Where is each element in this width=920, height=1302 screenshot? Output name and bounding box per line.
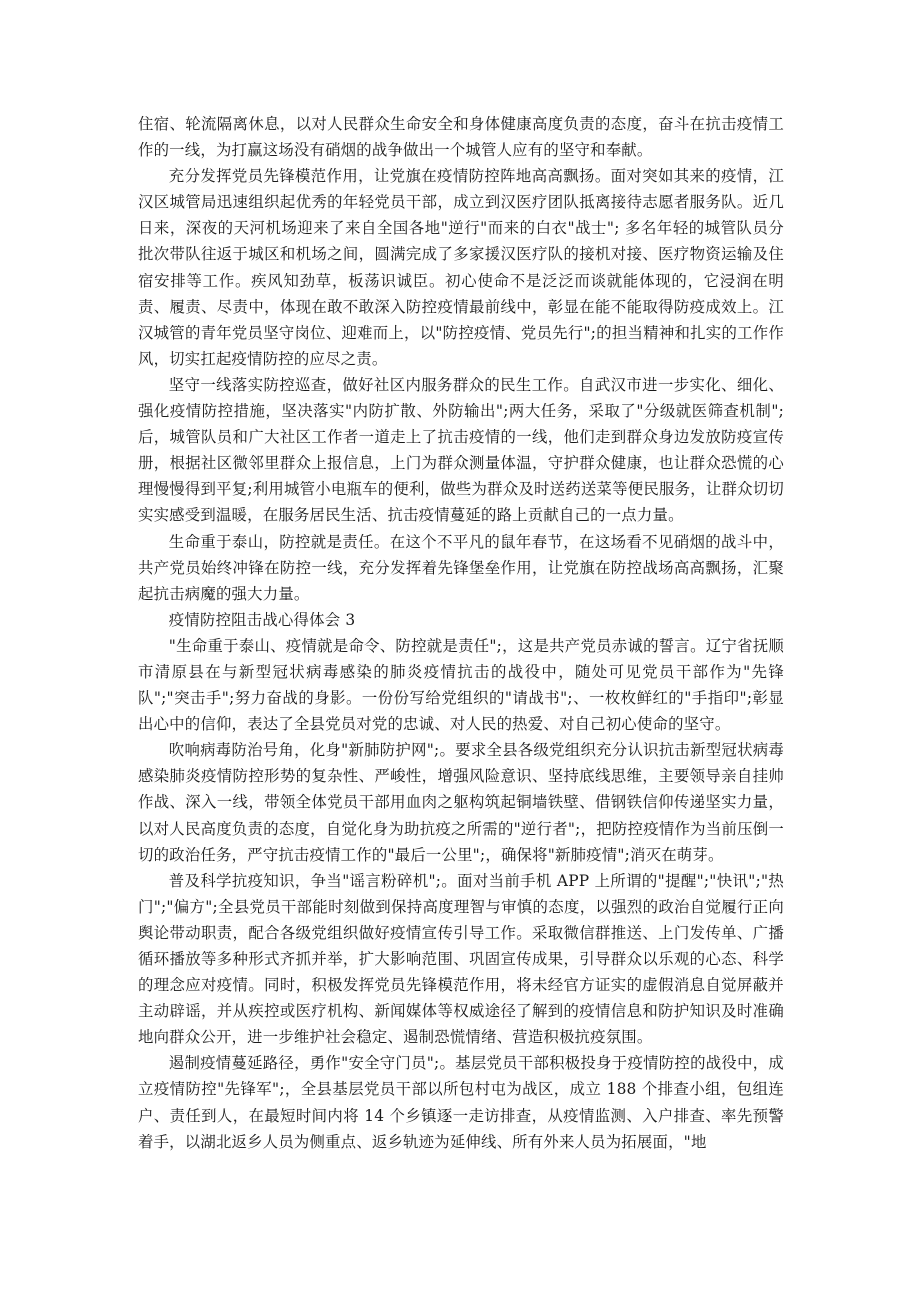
paragraph-8: 遏制疫情蔓延路径，勇作"安全守门员";。基层党员干部积极投身于疫情防控的战役中，成立疫情防控"先锋军";，全县基层党员干部以所包村屯为战区，成立 188 个排查小组，包组连户、责任到人，在最短时间内将 14 个乡镇逐一走访排查，从疫情监测、入户排查、率先预警着手，以湖北返乡人员为侧重点、返乡轨迹为延伸线、所有外来人员为拓展面，"地 (138, 1054, 784, 1151)
paragraph-1: 住宿、轮流隔离休息，以对人民群众生命安全和身体健康高度负责的态度，奋斗在抗击疫情工作的一线，为打赢这场没有硝烟的战争做出一个城管人应有的坚守和奉献。 (138, 115, 784, 160)
paragraph-6: 吹响病毒防治号角，化身"新肺防护网";。要求全县各级党组织充分认识抗击新型冠状病毒感染肺炎疫情防控形势的复杂性、严峻性，增强风险意识、坚持底线思维，主要领导亲自挂帅作战、深入一线，带领全体党员干部用血肉之躯构筑起铜墙铁壁、借钢铁信仰传递坚实力量，以对人民高度负责的态度，自觉化身为助抗疫之所需的"逆行者";，把防控疫情作为当前压倒一切的政治任务，严守抗击疫情工作的"最后一公里";，确保将"新肺疫情";消灭在萌芽。 (138, 741, 784, 864)
paragraph-2: 充分发挥党员先锋模范作用，让党旗在疫情防控阵地高高飘扬。面对突如其来的疫情，江汉区城管局迅速组织起优秀的年轻党员干部，成立到汉医疗团队抵离接待志愿者服务队。近几日来，深夜的天河机场迎来了来自全国各地"逆行"而来的白衣"战士"; 多名年轻的城管队员分批次带队往返于城区和机场之间，圆满完成了多家援汉医疗队的接机对接、医疗物资运输及住宿安排等工作。疾风知劲草，板荡识诚臣。初心使命不是泛泛而谈就能体现的，它浸润在明责、履责、尽责中，体现在敢不敢深入防控疫情最前线中，彰显在能不能取得防疫成效上。江汉城管的青年党员坚守岗位、迎难而上，以"防控疫情、党员先行";的担当精神和扎实的工作作风，切实扛起疫情防控的应尽之责。 (138, 167, 784, 368)
paragraph-4: 生命重于泰山，防控就是责任。在这个不平凡的鼠年春节，在这场看不见硝烟的战斗中，共产党员始终冲锋在防控一线，充分发挥着先锋堡垒作用，让党旗在防控战场高高飘扬，汇聚起抗击病魔的强大力量。 (138, 532, 784, 603)
document-page (138, 111, 784, 1155)
paragraph-7: 普及科学抗疫知识，争当"谣言粉碎机";。面对当前手机 APP 上所谓的"提醒";"快讯";"热门";"偏方";全县党员干部能时刻做到保持高度理智与审慎的态度，以强烈的政治自觉履行正向舆论带动职责，配合各级党组织做好疫情宣传引导工作。采取微信群推送、上门发传单、广播循环播放等多种形式齐抓并举，扩大影响范围、巩固宣传成果，引导群众以乐观的心态、科学的理念应对疫情。同时，积极发挥党员先锋模范作用，将未经官方证实的虚假消息自觉屏蔽并主动辟谣，并从疾控或医疗机构、新闻媒体等权威途径了解到的疫情信息和防护知识及时准确地向群众公开，进一步维护社会稳定、遏制恐慌情绪、营造积极抗疫氛围。 (138, 871, 784, 1047)
paragraph-5: "生命重于泰山、疫情就是命令、防控就是责任";，这是共产党员赤诚的誓言。辽宁省抚顺市清原县在与新型冠状病毒感染的肺炎疫情抗击的战役中，随处可见党员干部作为"先锋队";"突击手";努力奋战的身影。一份份写给党组织的"请战书";、一枚枚鲜红的"手指印";彰显出心中的信仰，表达了全县党员对党的忠诚、对人民的热爱、对自己初心使命的坚守。 (138, 636, 784, 734)
paragraph-3: 坚守一线落实防控巡查，做好社区内服务群众的民生工作。自武汉市进一步实化、细化、强化疫情防控措施，坚决落实"内防扩散、外防输出";两大任务，采取了"分级就医筛查机制";后，城管队员和广大社区工作者一道走上了抗击疫情的一线，他们走到群众身边发放防疫宣传册，根据社区微邻里群众上报信息，上门为群众测量体温，守护群众健康，也让群众恐慌的心理慢慢得到平复;利用城管小电瓶车的便利，做些为群众及时送药送菜等便民服务，让群众切切实实感受到温暖，在服务居民生活、抗击疫情蔓延的路上贡献自己的一点力量。 (138, 375, 784, 525)
section-heading: 疫情防控阻击战心得体会 3 (168, 610, 356, 629)
